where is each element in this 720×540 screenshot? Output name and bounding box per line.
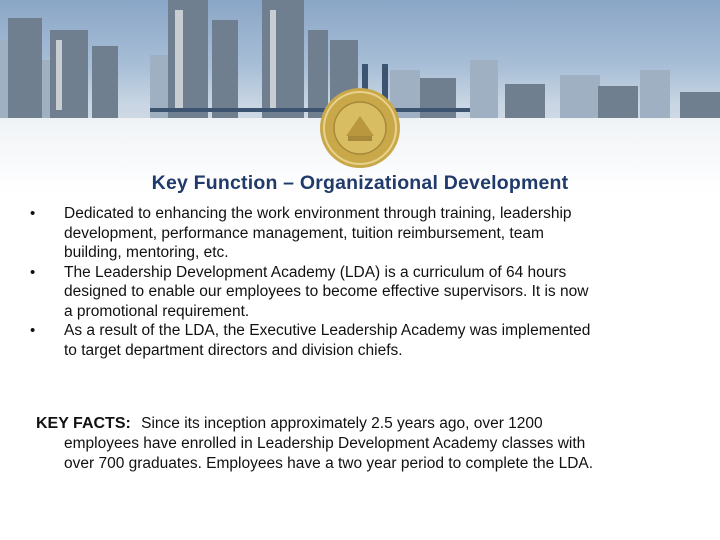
bullet-line: The Leadership Development Academy (LDA) is a curriculum of 64 hours [64,263,567,281]
bullet-marker: • [30,263,36,281]
bullet-line: a promotional requirement. [64,302,250,320]
key-facts-line: employees have enrolled in Leadership Development Academy classes with [64,435,586,452]
bullet-marker: • [30,322,36,339]
bullet-list [30,204,710,360]
bullet-line: designed to enable our employees to become effective supervisors. It is now [64,283,589,300]
key-facts-label: KEY FACTS: [36,415,131,432]
slide-title: Key Function – Organizational Development [151,172,569,194]
bullet-item-2 [30,263,710,322]
bullet-marker: • [30,205,36,222]
bullet-item-3 [30,321,710,360]
key-facts-line: over 700 graduates. Employees have a two year period to complete the LDA. [64,455,594,472]
bullet-item-1 [30,204,710,263]
bullet-line: to target department directors and division chiefs. [64,341,403,359]
key-facts-text: Since its inception approximately 2.5 years ago, over 1200 [141,415,543,432]
key-facts-paragraph [36,414,696,474]
key-facts-first-line [36,414,696,434]
bullet-line: development, performance management, tuition reimbursement, team [64,224,544,242]
bullet-line: building, mentoring, etc. [64,244,229,261]
city-seal-icon [318,86,402,170]
bullet-line: Dedicated to enhancing the work environment through training, leadership [64,205,572,222]
bullet-line: As a result of the LDA, the Executive Leadership Academy was implemented [64,322,591,339]
